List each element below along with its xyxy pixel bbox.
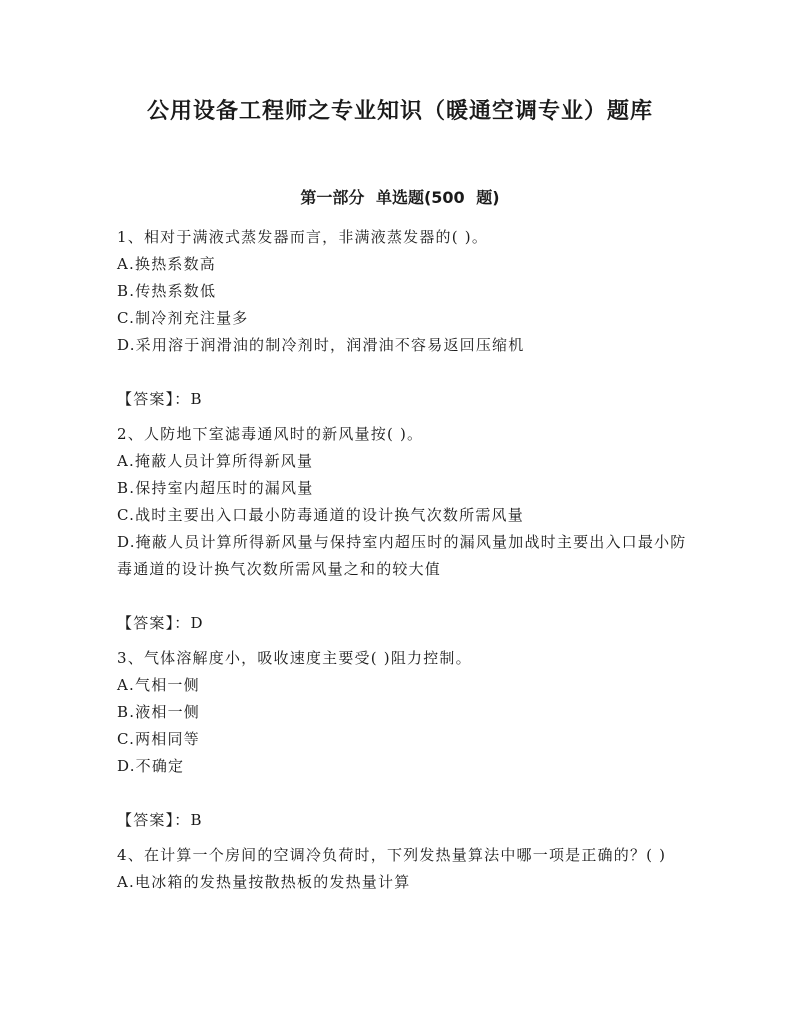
option-b: B.保持室内超压时的漏风量 bbox=[117, 479, 314, 497]
answer-label: 【答案】：B bbox=[117, 390, 203, 408]
answer-label: 【答案】：D bbox=[117, 614, 204, 632]
option-d: D.掩蔽人员计算所得新风量与保持室内超压时的漏风量加战时主要出入口最小防毒通道的设计换气次数所需风量之和的较大值 bbox=[117, 533, 687, 578]
option-c: C.战时主要出入口最小防毒通道的设计换气次数所需风量 bbox=[117, 506, 524, 524]
option-c: C.两相同等 bbox=[117, 730, 200, 748]
option-d: D.采用溶于润滑油的制冷剂时，润滑油不容易返回压缩机 bbox=[117, 336, 525, 354]
question-stem: 4、在计算一个房间的空调冷负荷时，下列发热量算法中哪一项是正确的？( ) bbox=[117, 846, 667, 864]
option-b: B.传热系数低 bbox=[117, 282, 217, 300]
question-stem: 2、人防地下室滤毒通风时的新风量按( )。 bbox=[117, 425, 424, 443]
question-3 bbox=[117, 645, 687, 834]
option-a: A.掩蔽人员计算所得新风量 bbox=[117, 452, 314, 470]
answer-label: 【答案】：B bbox=[117, 811, 203, 829]
option-a: A.换热系数高 bbox=[117, 255, 217, 273]
option-c: C.制冷剂充注量多 bbox=[117, 309, 249, 327]
question-stem: 3、气体溶解度小，吸收速度主要受( )阻力控制。 bbox=[117, 649, 472, 667]
option-a: A.电冰箱的发热量按散热板的发热量计算 bbox=[117, 873, 411, 891]
section-heading: 第一部分 单选题(500 题) bbox=[300, 188, 500, 207]
option-b: B.液相一侧 bbox=[117, 703, 200, 721]
question-2 bbox=[117, 421, 687, 637]
question-list bbox=[117, 224, 687, 904]
question-1 bbox=[117, 224, 687, 413]
question-4 bbox=[117, 842, 687, 896]
document-title: 公用设备工程师之专业知识（暖通空调专业）题库 bbox=[146, 99, 653, 124]
option-a: A.气相一侧 bbox=[117, 676, 200, 694]
question-stem: 1、相对于满液式蒸发器而言，非满液蒸发器的( )。 bbox=[117, 228, 489, 246]
option-d: D.不确定 bbox=[117, 757, 185, 775]
